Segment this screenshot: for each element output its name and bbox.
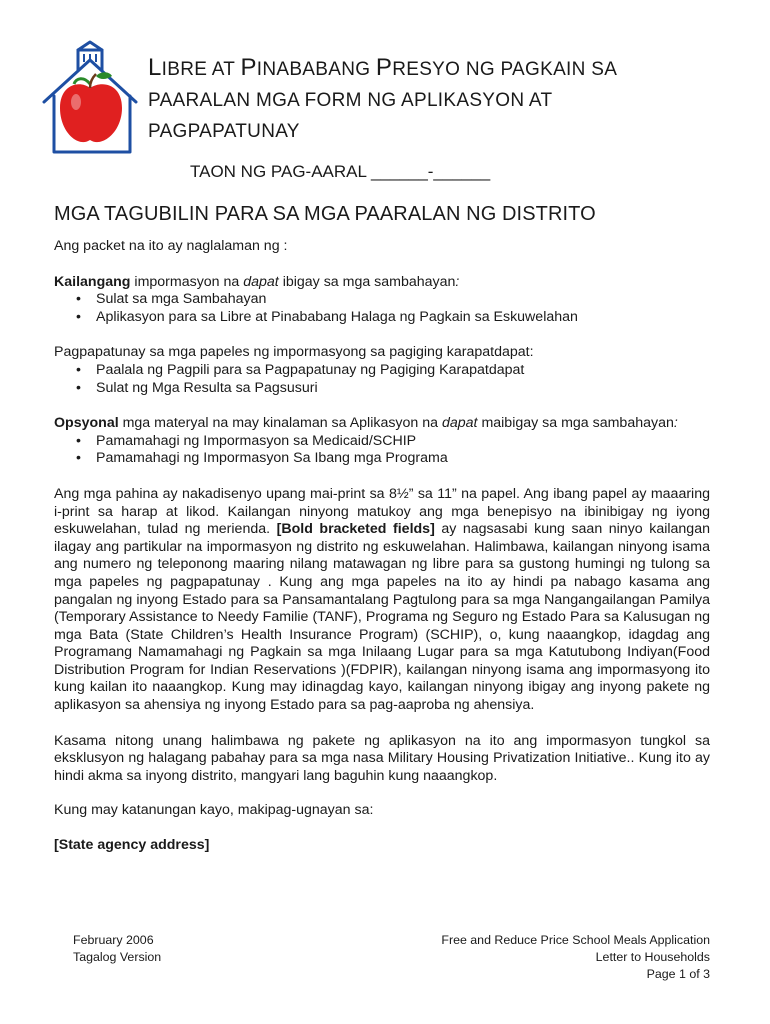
schoolhouse-apple-logo (40, 40, 140, 158)
footer-version: Tagalog Version (73, 950, 162, 964)
school-year-line: TAON NG PAG-AARAL ______-______ (190, 162, 491, 181)
footer-date: February 2006 (73, 933, 154, 947)
section-heading: MGA TAGUBILIN PARA SA MGA PAARALAN NG DISTRITO (54, 203, 596, 225)
optional-lead: Opsyonal mga materyal na may kinalaman sa Aplikasyon na dapat maibigay sa mga sambahayan: (54, 415, 678, 432)
list-item: • Pamamahagi ng Impormasyon Sa Ibang mga Programa (96, 450, 710, 468)
title-line-3: PAGPAPATUNAY (148, 121, 300, 142)
footer-doc-title: Free and Reduce Price School Meals Application (441, 933, 710, 947)
verification-lead: Pagpapatunay sa mga papeles ng impormasyong sa pagiging karapatdapat: (54, 344, 534, 361)
paragraph-housing-exclusion: Kasama nitong unang halimbawa ng pakete ng aplikasyon na ito ang impormasyon tungkol sa eksklusyon ng halagang pabahay para sa mga nasa Military Housing Privatization Initiative.. Kung ito ay hindi akma sa inyong distrito, mangyari lang baguhin kung naaangkop. (54, 732, 710, 784)
list-item: • Sulat sa mga Sambahayan (96, 291, 710, 309)
required-lead: Kailangang impormasyon na dapat ibigay sa mga sambahayan: (54, 273, 460, 290)
required-list (54, 291, 710, 326)
title-line-2: PAARALAN MGA FORM NG APLIKASYON AT (148, 90, 553, 111)
paragraph-instructions: Ang mga pahina ay nakadisenyo upang mai-print sa 8½” sa 11” na papel. Ang ibang papel ay maaaring i-print sa harap at likod. Kailangan ninyong matukoy ang mga benepisyo na ibinibigay ng iyong eskuwelahan, tulad ng merienda. [Bold bracketed fields] ay nagsasabi kung saan ninyo kailangan ilagay ang partikular na impormasyon ng distrito ng eskuwelahan. Halimbawa, kailangan ninyong isama ang numero ng teleponong maaring nilang matawagan ng libre para sa gustong humingi ng tulong sa mga papeles ng pagpapatunay . Kung ang mga papeles na ito ay hindi pa nabago kasama ang pangalan ng inyong Estado para sa Pansamantalang Pagtulong para sa mga Nangangailangan Pamilya (Temporary Assistance to Needy Familie (TANF), Programa ng Seguro ng Estado Para sa Kalusugan ng mga Bata (State Children’s Health Insurance Program) (SCHIP), o, kung naaangkop, idagdag ang Programang Namamahagi ng Pagkain sa mga Inilaang Lugar para sa mga Katutubong Indiyan(Food Distribution Program for Indian Reservations )(FDPIR), kailangan ninyong isama ang impormasyong ito kung kailan ito naaangkop. Kung may idinagdag kayo, kailangan ninyong ibigay ang inyong pakete ng aplikasyon sa ahensiya ng inyong Estado para sa pag-aaproba ng ahensiya. (54, 485, 710, 714)
footer-left (73, 932, 161, 966)
document-title (148, 52, 708, 147)
list-item: • Pamamahagi ng Impormasyon sa Medicaid/SCHIP (96, 433, 710, 451)
footer-doc-subtitle: Letter to Households (595, 950, 710, 964)
list-item: • Sulat ng Mga Resulta sa Pagsusuri (96, 380, 710, 398)
list-item: • Aplikasyon para sa Libre at Pinababang Halaga ng Pagkain sa Eskuwelahan (96, 309, 710, 327)
footer-page-number: Page 1 of 3 (646, 967, 710, 981)
title-line-1: LIBRE AT PINABABANG PRESYO NG PAGKAIN SA (148, 54, 618, 81)
contact-line: Kung may katanungan kayo, makipag-ugnayan sa: (54, 802, 374, 819)
list-item: • Paalala ng Pagpili para sa Pagpapatunay ng Pagiging Karapatdapat (96, 362, 710, 380)
optional-list (54, 433, 710, 468)
state-agency-address: [State agency address] (54, 837, 210, 854)
intro-text: Ang packet na ito ay naglalaman ng : (54, 238, 288, 254)
verification-list (54, 362, 710, 397)
footer-right (441, 932, 710, 983)
document-body (54, 238, 710, 855)
